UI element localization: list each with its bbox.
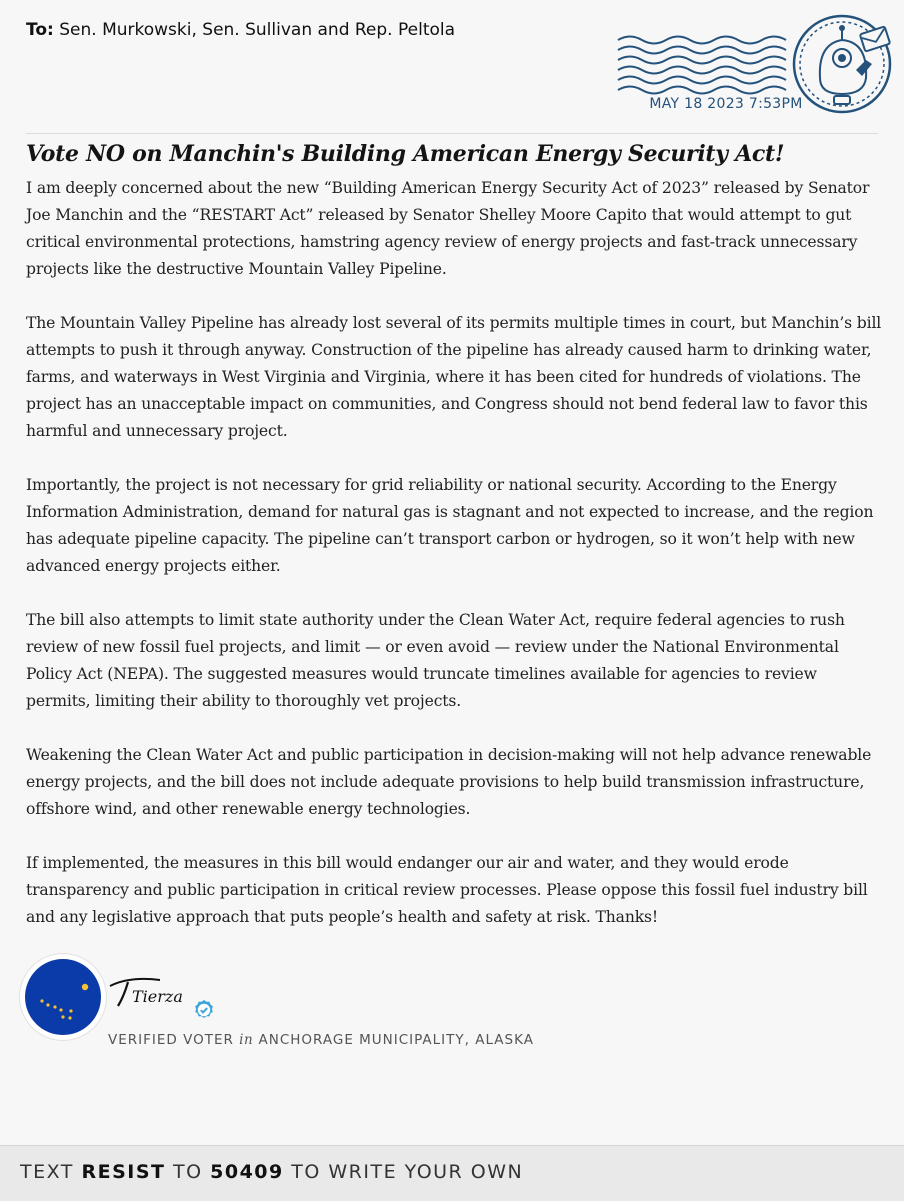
footer-keyword: RESIST (81, 1161, 166, 1183)
alaska-flag-icon (20, 954, 106, 1040)
footer-part1: TEXT (20, 1161, 74, 1183)
voter-prefix: VERIFIED VOTER (108, 1032, 234, 1048)
footer-number: 50409 (210, 1161, 284, 1183)
footer-part3: TO WRITE YOUR OWN (291, 1161, 524, 1183)
paragraph: Importantly, the project is not necessary for grid reliability or national security. According to the Energy Information Administration, demand for natural gas is stagnant and not expected to increase, and the region has adequate pipeline capacity. The pipeline can’t transport carbon or hydrogen, so it won’t help with new advanced energy projects either. (26, 476, 874, 575)
paragraph: The bill also attempts to limit state authority under the Clean Water Act, require federal agencies to rush review of new fossil fuel projects, and limit — or even avoid — review under the National Environmental Policy Act (NEPA). The suggested measures would truncate timelines available for agencies to review permits, limiting their ability to thoroughly vet projects. (26, 611, 845, 710)
paragraph: If implemented, the measures in this bill would endanger our air and water, and they would erode transparency and public participation in critical review processes. Please oppose this fossil fuel industry bill and any legislative approach that puts people’s health and safety at risk. Thanks! (26, 854, 868, 926)
voter-in: in (239, 1032, 254, 1048)
postmark-date: MAY 18 2023 7:53PM (649, 96, 803, 112)
signature-scrawl (108, 972, 188, 1012)
to-label: To: (26, 20, 54, 40)
recipients: Sen. Murkowski, Sen. Sullivan and Rep. Peltola (59, 20, 456, 40)
postmark (612, 8, 892, 128)
recipient-line (26, 20, 455, 40)
paragraph: Weakening the Clean Water Act and public participation in decision-making will not help advance renewable energy projects, and the bill does not include adequate provisions to help build transmission infrastructure, offshore wind, and other renewable energy technologies. (26, 746, 872, 818)
signature-block (20, 954, 720, 1064)
verified-check-icon (193, 999, 215, 1021)
signature-name: Tierza (132, 987, 183, 1006)
footer-part2: TO (173, 1161, 203, 1183)
paragraph: I am deeply concerned about the new “Building American Energy Security Act of 2023” released by Senator Joe Manchin and the “RESTART Act” released by Senator Shelley Moore Capito that would attempt to gut critical environmental protections, hamstring agency review of energy projects and fast-track unnecessary projects like the destructive Mountain Valley Pipeline. (26, 179, 870, 278)
divider (26, 133, 878, 134)
footer-cta (20, 1161, 523, 1183)
voter-location: ANCHORAGE MUNICIPALITY, ALASKA (258, 1032, 534, 1048)
letter-headline: Vote NO on Manchin's Building American Energy Security Act! (26, 141, 785, 167)
letter-body (26, 175, 882, 958)
verified-voter-line (108, 1032, 534, 1048)
footer-banner (0, 1145, 904, 1201)
paragraph: The Mountain Valley Pipeline has already lost several of its permits multiple times in court, but Manchin’s bill attempts to push it through anyway. Construction of the pipeline has already caused harm to drinking water, farms, and waterways in West Virginia and Virginia, where it has been cited for hundreds of violations. The project has an unacceptable impact on communities, and Congress should not bend federal law to favor this harmful and unnecessary project. (26, 314, 882, 440)
